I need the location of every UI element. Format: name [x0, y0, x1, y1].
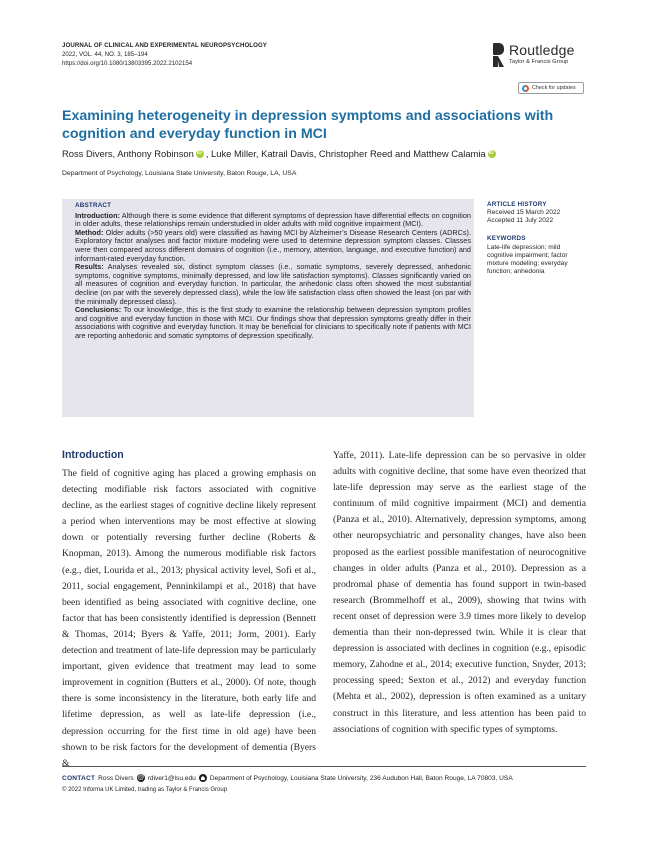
affiliation: Department of Psychology, Louisiana State University, Baton Rouge, LA, USA [62, 170, 297, 177]
routledge-logo-icon [493, 43, 504, 67]
copyright: © 2022 Informa UK Limited, trading as Taylor & Francis Group [62, 787, 228, 793]
abstract-results [75, 263, 471, 306]
orcid-icon[interactable] [488, 150, 496, 158]
section-text: To our knowledge, this is the first study to examine the relationship between depression symptom profiles and cognitive and everyday function in those with MCI. Our findings show that depression symptoms greatly differ in their associations with cognitive and everyday function. It may be beneficial for clinicians to specifically note if patients with MCI are reporting anhedonic and somatic symptoms of depression specifically. [75, 305, 471, 340]
article-history-heading: ARTICLE HISTORY [487, 201, 547, 208]
contact-address: Department of Psychology, Louisiana State University, 236 Audubon Hall, Baton Rouge, LA 70803, USA [209, 774, 513, 782]
contact-line [62, 774, 513, 782]
keywords-text: Late-life depression; mild cognitive impairment; factor mixture modeling; everyday function; anhedonia [487, 243, 568, 276]
address-icon [199, 774, 207, 782]
keywords-heading: KEYWORDS [487, 234, 526, 242]
authors-part-1: Ross Divers, Anthony Robinson [62, 148, 194, 159]
section-label: Introduction: [75, 210, 120, 220]
check-updates-label: Check for updates [532, 85, 576, 91]
received-date: Received 15 March 2022 [487, 209, 561, 217]
contact-label: CONTACT [62, 774, 96, 782]
publisher-name: Routledge [509, 42, 575, 58]
check-for-updates-button[interactable] [518, 82, 584, 94]
journal-doi[interactable]: https://doi.org/10.1080/13803395.2022.2102154 [62, 60, 193, 67]
introduction-heading: Introduction [62, 449, 124, 461]
abstract-box [62, 199, 474, 417]
article-title: Examining heterogeneity in depression symptoms and associations with cognition and everyday function in MCI [62, 108, 554, 142]
footer-divider [62, 766, 586, 767]
journal-info [62, 41, 267, 68]
section-text: Older adults (>50 years old) were classified as having MCI by Alzheimer’s Disease Research Centers (ADRCs). Exploratory factor analyses and factor mixture modeling were used to determine depression symptom classes. Classes were then compared across different domains of cognition (i.e., memory, attention, language, and executive function) and informant-rated everyday function. [75, 227, 471, 263]
abstract-method [75, 229, 471, 263]
section-text: Analyses revealed six, distinct symptom classes (i.e., somatic symptoms, severely depressed, anhedonic symptoms, cognitive symptoms, minimally depressed, and low life satisfaction symptoms). Classes significantly varied on all measures of cognition and everyday function. In particular, the anhedonic class often showed the most substantial decline (on par with the severely depressed class), while the low life satisfaction class often showed the least (on par with the minimally depressed class). [75, 262, 471, 306]
journal-name: JOURNAL OF CLINICAL AND EXPERIMENTAL NEUROPSYCHOLOGY [62, 42, 267, 49]
abstract-introduction [75, 212, 471, 229]
orcid-icon[interactable] [196, 150, 204, 158]
body-column-left: The field of cognitive aging has placed a growing emphasis on detecting modifiable risk factors associated with cognitive decline, as the earliest stages of cognitive decline likely represent a period when interventions may be most effective at slowing down or potentially reversing further decline (Roberts & Knopman, 2013). Among the numerous modifiable risk factors (e.g., diet, Lourida et al., 2013; physical activity level, Sofi et al., 2011, social engagement, Penninkilampi et al., 2018) that have been identified as being associated with cognitive decline, one factor that has been consistently identified is depression (Bennett & Thomas, 2014; Byers & Yaffe, 2011; Jorm, 2001). Early detection and treatment of late-life depression may be particularly important, given evidence that treatment may lead to some improvement in cognition (Butters et al., 2000). Of note, though there is some inconsistency in the literature, both early life and lifetime depression, as well as late-life depression (i.e., depression occurring for the first time in old age) have been shown to be risk factors for the development of dementia (Byers & [62, 468, 316, 769]
section-text: Although there is some evidence that different symptoms of depression have differential effects on cognition in older adults, these relationships remain understudied in older adults with mild cognitive impairment (MCI). [75, 210, 471, 229]
abstract-heading: ABSTRACT [75, 202, 112, 209]
author-list [62, 148, 498, 159]
contact-name: Ross Divers [98, 774, 134, 782]
email-icon [137, 774, 145, 782]
publisher-sub: Taylor & Francis Group [509, 59, 569, 65]
article-sidebar [487, 201, 587, 277]
accepted-date: Accepted 11 July 2022 [487, 217, 554, 225]
section-label: Results: [75, 262, 104, 272]
journal-citation: 2022, VOL. 44, NO. 3, 185–194 [62, 51, 148, 58]
abstract-conclusions [75, 306, 471, 340]
crossmark-icon [522, 85, 529, 92]
publisher-logo [493, 42, 593, 72]
contact-email[interactable]: rdiver1@lsu.edu [147, 774, 196, 782]
section-label: Method: [75, 227, 104, 237]
body-column-right: Yaffe, 2011). Late-life depression can be so pervasive in older adults with cognitive decline, that some have even theorized that late-life depression may serve as the earliest stage of the continuum of mild cognitive impairment (MCI) and dementia (Panza et al., 2010). Alternatively, depression symptoms, among other neuropsychiatric and personality changes, have also been proposed as the earliest possible manifestation of neurocognitive changes in older adults (Panza et al., 2010). Depression as a prodromal phase of dementia has found support in twin-based research (Brommelhoff et al., 2009), showing that twins with recent onset of depression were 3.9 times more likely to develop dementia than their non-depressed twin. While it is clear that depression is associated with declines in cognition (e.g., episodic memory, Zahodne et al., 2014; executive function, Snyder, 2013; processing speed; Sexton et al., 2012) and everyday function (Mehta et al., 2002), depression is often examined as a unitary construct in this literature, and less attention has been paid to associations of cognition with specific types of symptoms. [333, 450, 586, 735]
section-label: Conclusions: [75, 305, 122, 315]
authors-part-2: , Luke Miller, Katrail Davis, Christopher Reed and Matthew Calamia [205, 148, 486, 159]
